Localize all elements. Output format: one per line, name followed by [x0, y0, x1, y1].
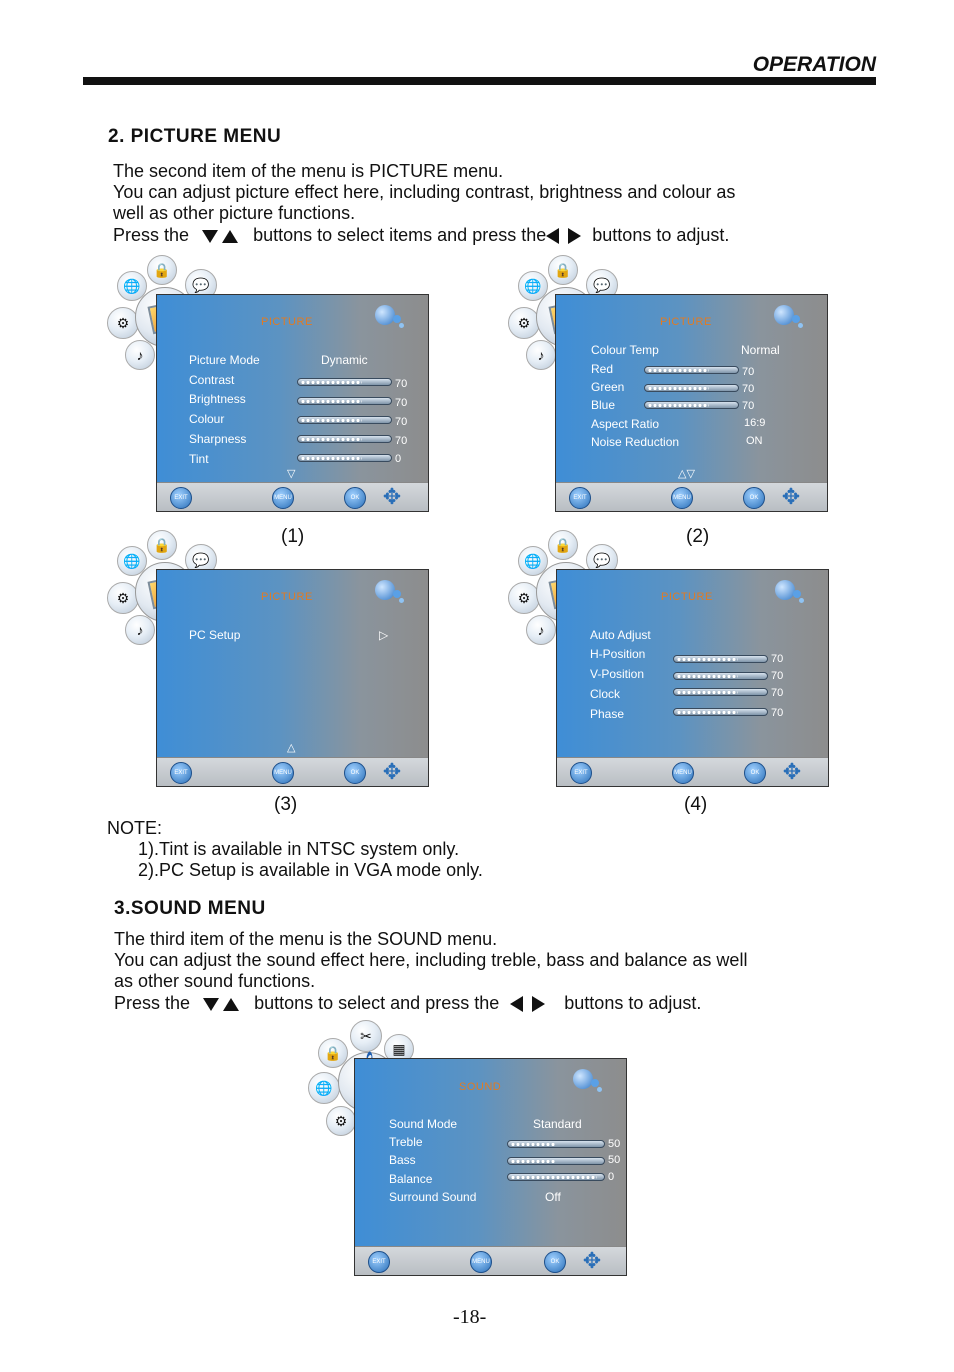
slider-value: 70 [771, 687, 784, 699]
paragraph-line: You can adjust picture effect here, including contrast, brightness and colour as [113, 182, 736, 202]
submenu-arrow-icon[interactable]: ▷ [379, 628, 389, 642]
press-text-b: buttons to select and press the [254, 993, 500, 1013]
globe-icon: 🌐 [518, 546, 548, 576]
bubbles-icon [573, 1067, 603, 1093]
menu-button[interactable]: MENU [672, 762, 694, 784]
slider-value: 70 [771, 670, 784, 682]
picture-menu-paragraph [113, 161, 735, 246]
music-icon: ♪ [526, 615, 556, 645]
slider-value: 70 [395, 416, 408, 428]
sound-menu-screen [354, 1058, 627, 1276]
slider[interactable] [644, 401, 739, 409]
menu-item-label[interactable]: Clock [590, 687, 621, 701]
menu-item-label[interactable]: Red [591, 362, 614, 376]
left-arrow-icon [546, 228, 559, 244]
slider[interactable] [297, 397, 392, 405]
slider-value: 50 [608, 1138, 621, 1150]
ok-button[interactable]: OK [544, 1251, 566, 1273]
slider[interactable] [644, 384, 739, 392]
dpad-icon[interactable]: ✥ [582, 1248, 602, 1273]
caption-2: (2) [686, 526, 710, 547]
page-number: -18- [453, 1306, 487, 1328]
caption-3: (3) [274, 794, 298, 815]
menu-item-label[interactable]: Auto Adjust [590, 628, 651, 642]
menu-footer [157, 482, 428, 511]
slider-value: 50 [608, 1154, 621, 1166]
note-line-1: 1).Tint is available in NTSC system only. [138, 839, 460, 859]
dpad-icon[interactable]: ✥ [382, 484, 402, 509]
slider-value: 70 [742, 400, 755, 412]
sound-menu-heading: 3.SOUND MENU [114, 898, 266, 919]
menu-button[interactable]: MENU [671, 487, 693, 509]
menu-item-label[interactable]: Contrast [189, 373, 235, 387]
menu-footer [157, 757, 428, 786]
picture-menu-screen-4 [556, 569, 829, 787]
slider-value: 70 [771, 653, 784, 665]
bubbles-icon [375, 303, 405, 329]
left-arrow-icon [510, 996, 523, 1012]
scroll-down-icon[interactable]: ▽ [287, 468, 296, 480]
speech-icon: 💬 [185, 269, 217, 301]
settings-icon: ⚙ [508, 582, 540, 614]
menu-item-value: Off [545, 1190, 561, 1204]
menu-title: PICTURE [261, 591, 313, 603]
menu-item-label[interactable]: PC Setup [189, 628, 241, 642]
picture-menu-screen-2 [555, 294, 828, 512]
settings-icon: ⚙ [326, 1106, 356, 1136]
slider[interactable] [297, 454, 392, 462]
slider[interactable] [673, 672, 768, 680]
lock-icon: 🔒 [147, 530, 177, 560]
menu-item-label[interactable]: Treble [389, 1135, 423, 1149]
exit-button[interactable]: EXIT [170, 762, 192, 784]
menu-item-label[interactable]: Colour Temp [591, 343, 659, 357]
menu-item-label[interactable]: Tint [189, 452, 209, 466]
slider-value: 70 [395, 397, 408, 409]
slider[interactable] [673, 688, 768, 696]
paragraph-line: The second item of the menu is PICTURE menu. [113, 161, 504, 181]
menu-item-value: Standard [533, 1117, 582, 1131]
slider[interactable] [297, 378, 392, 386]
dpad-icon[interactable]: ✥ [782, 759, 802, 784]
settings-icon: ⚙ [107, 582, 139, 614]
dpad-icon[interactable]: ✥ [382, 759, 402, 784]
menu-item-label[interactable]: Sound Mode [389, 1117, 458, 1131]
bubbles-icon [375, 578, 405, 604]
menu-item-label[interactable]: Brightness [189, 392, 246, 406]
caption-4: (4) [684, 794, 708, 815]
menu-button[interactable]: MENU [272, 762, 294, 784]
slider[interactable] [297, 435, 392, 443]
menu-item-value: ON [746, 435, 763, 447]
exit-button[interactable]: EXIT [570, 762, 592, 784]
right-arrow-icon [568, 228, 581, 244]
ok-button[interactable]: OK [744, 762, 766, 784]
globe-icon: 🌐 [117, 546, 147, 576]
paragraph-line: You can adjust the sound effect here, including treble, bass and balance as well [114, 950, 748, 970]
press-instruction [113, 225, 735, 246]
lock-icon: 🔒 [147, 255, 177, 285]
menu-footer [556, 482, 827, 511]
picture-menu-screen-3 [156, 569, 429, 787]
press-text-c: buttons to adjust. [564, 993, 702, 1013]
exit-button[interactable]: EXIT [569, 487, 591, 509]
slider[interactable] [673, 655, 768, 663]
lock-icon: 🔒 [318, 1038, 348, 1068]
menu-item-label[interactable]: H-Position [590, 647, 646, 661]
globe-icon: 🌐 [308, 1072, 340, 1104]
menu-item-label[interactable]: Sharpness [189, 432, 247, 446]
paragraph-line: The third item of the menu is the SOUND menu. [114, 929, 498, 949]
up-arrow-icon [223, 998, 239, 1011]
slider-value: 70 [395, 435, 408, 447]
slider[interactable] [644, 366, 739, 374]
bubbles-icon [774, 303, 804, 329]
slider[interactable] [507, 1157, 605, 1165]
lock-icon: 🔒 [548, 255, 578, 285]
header-rule [83, 77, 876, 85]
music-icon: ♪ [125, 340, 155, 370]
scroll-up-icon[interactable]: △ [287, 742, 296, 754]
globe-icon: 🌐 [117, 271, 147, 301]
menu-button[interactable]: MENU [272, 487, 294, 509]
menu-item-value: Normal [741, 343, 780, 357]
slider[interactable] [673, 708, 768, 716]
menu-item-label[interactable]: Phase [590, 707, 625, 721]
slider-value: 70 [742, 383, 755, 395]
press-text-b: buttons to select items and press the [253, 225, 547, 245]
menu-title: PICTURE [660, 316, 712, 328]
scroll-up-down-icon[interactable]: △▽ [678, 468, 695, 480]
menu-item-label[interactable]: Balance [389, 1172, 433, 1186]
bubbles-icon [775, 578, 805, 604]
slider-value: 0 [395, 453, 402, 465]
exit-button[interactable]: EXIT [368, 1251, 390, 1273]
slider-value: 0 [608, 1171, 615, 1183]
menu-item-label[interactable]: Green [591, 380, 625, 394]
slider-value: 70 [771, 707, 784, 719]
menu-item-label[interactable]: Aspect Ratio [591, 417, 660, 431]
sound-menu-paragraph [114, 929, 747, 1014]
section-header: OPERATION [752, 53, 876, 76]
caption-1: (1) [281, 526, 305, 547]
dpad-icon[interactable]: ✥ [781, 484, 801, 509]
slider[interactable] [507, 1140, 605, 1148]
speech-icon: 💬 [586, 544, 618, 576]
menu-item-value: Dynamic [321, 353, 368, 367]
menu-button[interactable]: MENU [470, 1251, 492, 1273]
menu-item-label[interactable]: V-Position [590, 667, 645, 681]
paragraph-line: well as other picture functions. [113, 203, 356, 223]
press-text-a: Press the [113, 225, 190, 245]
slider[interactable] [297, 416, 392, 424]
ok-button[interactable]: OK [344, 762, 366, 784]
press-text-c: buttons to adjust. [592, 225, 730, 245]
ok-button[interactable]: OK [743, 487, 765, 509]
menu-item-label[interactable]: Surround Sound [389, 1190, 477, 1204]
up-arrow-icon [222, 230, 238, 243]
tools-icon: ✂ [350, 1020, 382, 1052]
picture-small-icon: ▦ [384, 1034, 414, 1064]
ok-button[interactable]: OK [344, 487, 366, 509]
down-arrow-icon [202, 230, 218, 243]
slider-value: 70 [395, 378, 408, 390]
menu-item-label[interactable]: Noise Reduction [591, 435, 680, 449]
exit-button[interactable]: EXIT [170, 487, 192, 509]
menu-title: PICTURE [261, 316, 313, 328]
menu-item-label[interactable]: Bass [389, 1153, 416, 1167]
menu-item-label[interactable]: Blue [591, 398, 616, 412]
press-text-a: Press the [114, 993, 191, 1013]
down-arrow-icon [203, 998, 219, 1011]
menu-item-value: 16:9 [744, 417, 766, 429]
settings-icon: ⚙ [107, 307, 139, 339]
menu-footer [355, 1246, 626, 1275]
note-title: NOTE: [107, 818, 163, 838]
menu-title: SOUND [459, 1081, 502, 1093]
menu-item-label[interactable]: Picture Mode [189, 353, 260, 367]
slider-value: 70 [742, 366, 755, 378]
press-instruction [114, 993, 747, 1014]
menu-item-label[interactable]: Colour [189, 412, 225, 426]
right-arrow-icon [532, 996, 545, 1012]
lock-icon: 🔒 [548, 530, 578, 560]
menu-footer [557, 757, 828, 786]
globe-icon: 🌐 [518, 271, 548, 301]
picture-menu-screen-1 [156, 294, 429, 512]
speech-icon: 💬 [185, 544, 217, 576]
balance-slider[interactable] [507, 1173, 605, 1181]
menu-title: PICTURE [661, 591, 713, 603]
settings-icon: ⚙ [508, 307, 540, 339]
picture-menu-heading: 2. PICTURE MENU [108, 126, 282, 147]
music-icon: ♪ [125, 615, 155, 645]
speech-icon: 💬 [586, 269, 618, 301]
note-line-2: 2).PC Setup is available in VGA mode only. [138, 860, 483, 880]
paragraph-line: as other sound functions. [114, 971, 316, 991]
music-icon: ♪ [526, 340, 556, 370]
